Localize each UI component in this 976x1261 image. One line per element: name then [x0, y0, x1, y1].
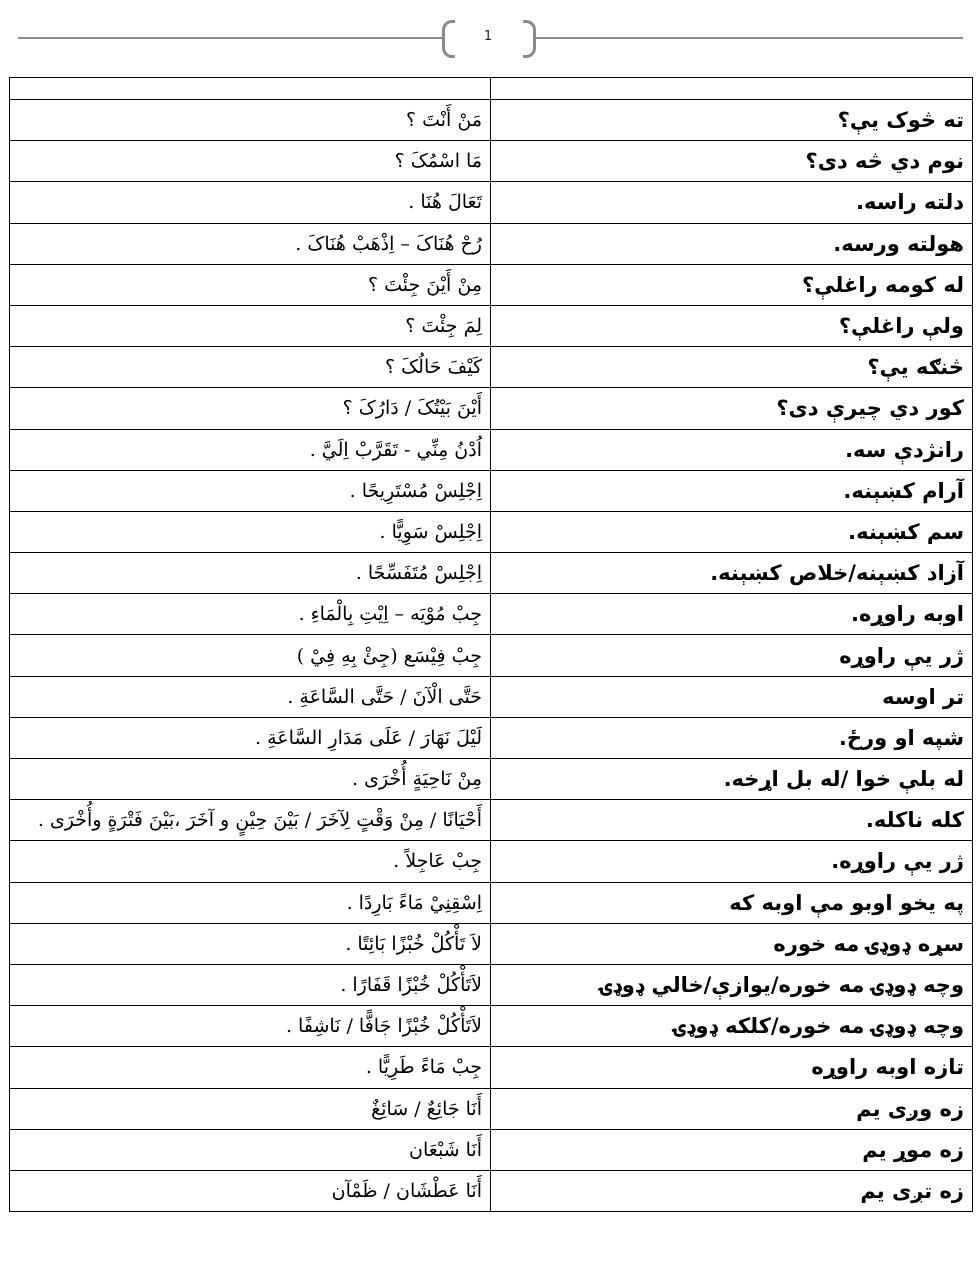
arabic-phrase-cell: مَنْ أَنْتَ ؟: [10, 100, 491, 141]
pashto-phrase-cell: څنګه یې؟: [491, 347, 973, 388]
pashto-phrase-cell: رانژدې سه.: [491, 429, 973, 470]
pashto-phrase-cell: تازه اوبه راوړه: [491, 1047, 973, 1088]
pashto-phrase-cell: نوم دي څه دی؟: [491, 141, 973, 182]
pashto-phrase-cell: ژر یې راوړه: [491, 635, 973, 676]
arabic-phrase-cell: جِبْ فِيْسَع (جِئْ بِهِ فِيْ ): [10, 635, 491, 676]
pashto-phrase-cell: ولې راغلې؟: [491, 305, 973, 346]
pashto-phrase-cell: له بلې خوا /له بل اړخه.: [491, 759, 973, 800]
table-cell-empty: [491, 78, 973, 100]
table-row: [10, 141, 973, 182]
arabic-phrase-cell: اُدْنُ مِنِّي - تَقَرَّبْ اِلَيَّ .: [10, 429, 491, 470]
table-cell-empty: [10, 78, 491, 100]
table-row: [10, 429, 973, 470]
header-rule-right: [536, 37, 963, 39]
table-row: [10, 100, 973, 141]
arabic-phrase-cell: جِبْ عَاجِلاً .: [10, 841, 491, 882]
pashto-phrase-cell: سم کښېنه.: [491, 511, 973, 552]
table-row: [10, 388, 973, 429]
arabic-phrase-cell: لاَتَأْكُلْ خُبْزًا قَفَارًا .: [10, 964, 491, 1005]
table-row: [10, 264, 973, 305]
arabic-phrase-cell: اِجْلِسْ سَوِيًّا .: [10, 511, 491, 552]
pashto-phrase-cell: آرام کښېنه.: [491, 470, 973, 511]
arabic-phrase-cell: أَحْيَانًا / مِنْ وَقْتٍ لِآخَرَ / بَيْنَ حِيْنٍ و آخَرَ ،بَيْنَ فَتْرَةٍ وأُخْرَى .: [10, 800, 491, 841]
vocabulary-table-wrapper: [9, 77, 972, 1212]
table-row: [10, 347, 973, 388]
arabic-phrase-cell: مِنْ أَيْنَ جِئْتَ ؟: [10, 264, 491, 305]
table-row: [10, 717, 973, 758]
page-header: [0, 0, 976, 76]
pashto-phrase-cell: اوبه راوړه.: [491, 594, 973, 635]
header-bracket-left: [442, 20, 455, 58]
table-row: [10, 1006, 973, 1047]
table-blank-row: [10, 78, 973, 100]
table-row: [10, 594, 973, 635]
table-row: [10, 223, 973, 264]
arabic-phrase-cell: تَعَالَ هُنَا .: [10, 182, 491, 223]
table-row: [10, 841, 973, 882]
table-row: [10, 923, 973, 964]
arabic-phrase-cell: أَنَا عَطْشَان / ظَمْآن: [10, 1170, 491, 1211]
pashto-phrase-cell: کله ناکله.: [491, 800, 973, 841]
pashto-phrase-cell: تر اوسه: [491, 676, 973, 717]
pashto-phrase-cell: زه تږی یم: [491, 1170, 973, 1211]
pashto-phrase-cell: له کومه راغلې؟: [491, 264, 973, 305]
table-row: [10, 1088, 973, 1129]
arabic-phrase-cell: اِجْلِسْ مُسْتَرِيحًا .: [10, 470, 491, 511]
arabic-phrase-cell: مَا اسْمُکَ ؟: [10, 141, 491, 182]
table-row: [10, 635, 973, 676]
table-row: [10, 305, 973, 346]
table-row: [10, 759, 973, 800]
arabic-phrase-cell: أَيْنَ بَيْتُکَ / دَارُکَ ؟: [10, 388, 491, 429]
arabic-phrase-cell: اِسْقِنِيْ مَاءً بَارِدًا .: [10, 882, 491, 923]
pashto-phrase-cell: ته څوک یې؟: [491, 100, 973, 141]
table-row: [10, 511, 973, 552]
arabic-phrase-cell: لاَتَأْكُلْ خُبْزًا جَافًّا / نَاشِفًا .: [10, 1006, 491, 1047]
table-row: [10, 964, 973, 1005]
pashto-phrase-cell: دلته راسه.: [491, 182, 973, 223]
pashto-phrase-cell: زه موړ یم: [491, 1129, 973, 1170]
pashto-phrase-cell: آزاد کښېنه/خلاص کښېنه.: [491, 553, 973, 594]
pashto-phrase-cell: شپه او ورځ.: [491, 717, 973, 758]
table-row: [10, 882, 973, 923]
arabic-phrase-cell: کَيْفَ حَالُکَ ؟: [10, 347, 491, 388]
arabic-phrase-cell: حَتَّى الْآنَ / حَتَّى السَّاعَةِ .: [10, 676, 491, 717]
arabic-phrase-cell: مِنْ نَاحِيَةٍ أُخْرَى .: [10, 759, 491, 800]
arabic-phrase-cell: رُحْ هُنَاکَ – اِذْهَبْ هُنَاکَ .: [10, 223, 491, 264]
arabic-phrase-cell: لاَ تَأْكُلْ خُبْزًا بَائِتًا .: [10, 923, 491, 964]
arabic-phrase-cell: أَنَا جَائِعٌ / سَائِغٌ: [10, 1088, 491, 1129]
pashto-phrase-cell: په یخو اوبو مې اوبه که: [491, 882, 973, 923]
arabic-phrase-cell: جِبْ مَاءً طَرِيًّا .: [10, 1047, 491, 1088]
table-row: [10, 182, 973, 223]
table-row: [10, 676, 973, 717]
pashto-phrase-cell: وچه ډوډۍ مه خوره/یوازې/خالي ډوډۍ: [491, 964, 973, 1005]
table-row: [10, 470, 973, 511]
header-bracket-right: [523, 20, 536, 58]
pashto-phrase-cell: کور دي چیرې دی؟: [491, 388, 973, 429]
pashto-phrase-cell: هولته ورسه.: [491, 223, 973, 264]
arabic-phrase-cell: جِبْ مُوْيَه – اِيْتِ بِالْمَاءِ .: [10, 594, 491, 635]
arabic-phrase-cell: لِمَ جِئْتَ ؟: [10, 305, 491, 346]
header-rule-left: [18, 37, 445, 39]
arabic-phrase-cell: اِجْلِسْ مُتَفَسِّحًا .: [10, 553, 491, 594]
vocabulary-table: [9, 77, 973, 1212]
table-row: [10, 800, 973, 841]
table-row: [10, 1170, 973, 1211]
pashto-phrase-cell: وچه ډوډۍ مه خوره/کلکه ډوډۍ: [491, 1006, 973, 1047]
pashto-phrase-cell: ژر یې راوړه.: [491, 841, 973, 882]
arabic-phrase-cell: أَنَا شَبْعَان: [10, 1129, 491, 1170]
table-row: [10, 1047, 973, 1088]
pashto-phrase-cell: زه وږی یم: [491, 1088, 973, 1129]
table-row: [10, 553, 973, 594]
table-row: [10, 1129, 973, 1170]
arabic-phrase-cell: لَيْلَ نَهَارَ / عَلَى مَدَارِ السَّاعَةِ .: [10, 717, 491, 758]
page-number: 1: [483, 29, 493, 44]
pashto-phrase-cell: سړه ډوډۍ مه خوره: [491, 923, 973, 964]
